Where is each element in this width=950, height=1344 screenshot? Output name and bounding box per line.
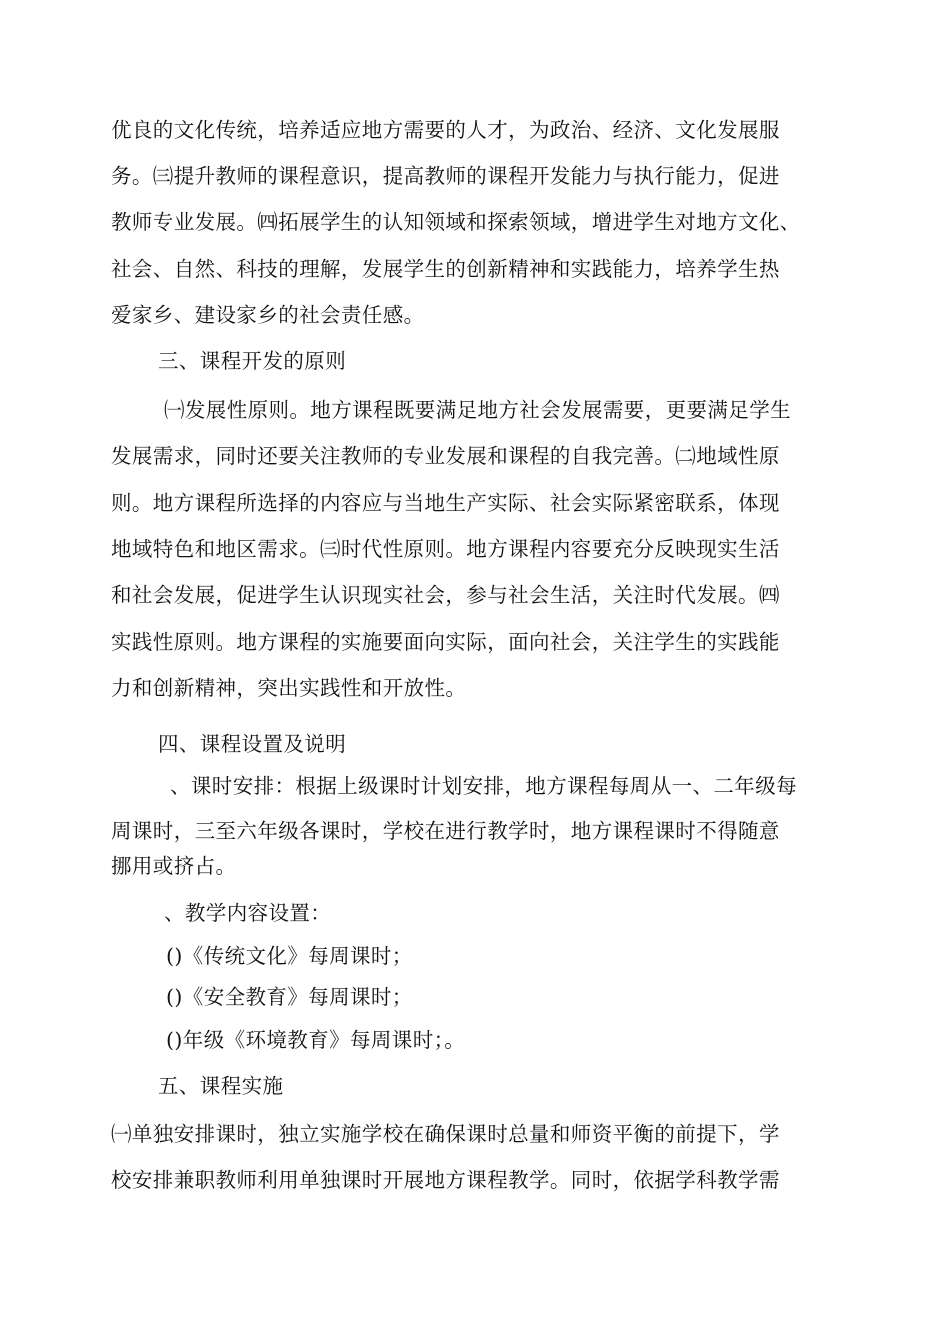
- paragraph-line: 校安排兼职教师利用单独课时开展地方课程教学。同时，依据学科教学需: [111, 1168, 780, 1192]
- paragraph-line: 则。地方课程所选择的内容应与当地生产实际、社会实际紧密联系，体现: [111, 491, 780, 515]
- list-item: ()《传统文化》每周课时；: [166, 944, 413, 968]
- paragraph-line: 挪用或挤占。: [111, 854, 237, 878]
- paragraph-line: 力和创新精神，突出实践性和开放性。: [111, 676, 467, 700]
- paragraph-line: 社会、自然、科技的理解，发展学生的创新精神和实践能力，培养学生热: [111, 257, 780, 281]
- paragraph-line: ㈠单独安排课时，独立实施学校在确保课时总量和师资平衡的前提下，学: [111, 1122, 780, 1146]
- section-heading-5: 五、课程实施: [158, 1074, 284, 1098]
- list-intro: 、教学内容设置：: [164, 901, 332, 925]
- paragraph-line: 地域特色和地区需求。㈢时代性原则。地方课程内容要充分反映现实生活: [111, 537, 780, 561]
- paragraph-line: 发展需求，同时还要关注教师的专业发展和课程的自我完善。㈡地域性原: [111, 444, 780, 468]
- paragraph-line: 务。㈢提升教师的课程意识，提高教师的课程开发能力与执行能力，促进: [111, 164, 780, 188]
- section-heading-4: 四、课程设置及说明: [158, 732, 347, 756]
- list-item: ()《安全教育》每周课时；: [166, 985, 413, 1009]
- paragraph-line: 优良的文化传统，培养适应地方需要的人才，为政治、经济、文化发展服: [111, 118, 780, 142]
- paragraph-line: 周课时，三至六年级各课时，学校在进行教学时，地方课程课时不得随意: [111, 819, 780, 843]
- paragraph-line: 教师专业发展。㈣拓展学生的认知领域和探索领域，增进学生对地方文化、: [111, 210, 801, 234]
- paragraph-line: 爱家乡、建设家乡的社会责任感。: [111, 303, 425, 327]
- paragraph-line: 实践性原则。地方课程的实施要面向实际，面向社会，关注学生的实践能: [111, 630, 780, 654]
- paragraph-line: ㈠发展性原则。地方课程既要满足地方社会发展需要，更要满足学生: [164, 398, 791, 422]
- list-item: ()年级《环境教育》每周课时；。: [166, 1028, 466, 1052]
- paragraph-line: 和社会发展，促进学生认识现实社会，参与社会生活，关注时代发展。㈣: [111, 583, 780, 607]
- section-heading-3: 三、课程开发的原则: [158, 349, 347, 373]
- paragraph-line: 、课时安排：根据上级课时计划安排，地方课程每周从一、二年级每: [170, 774, 797, 798]
